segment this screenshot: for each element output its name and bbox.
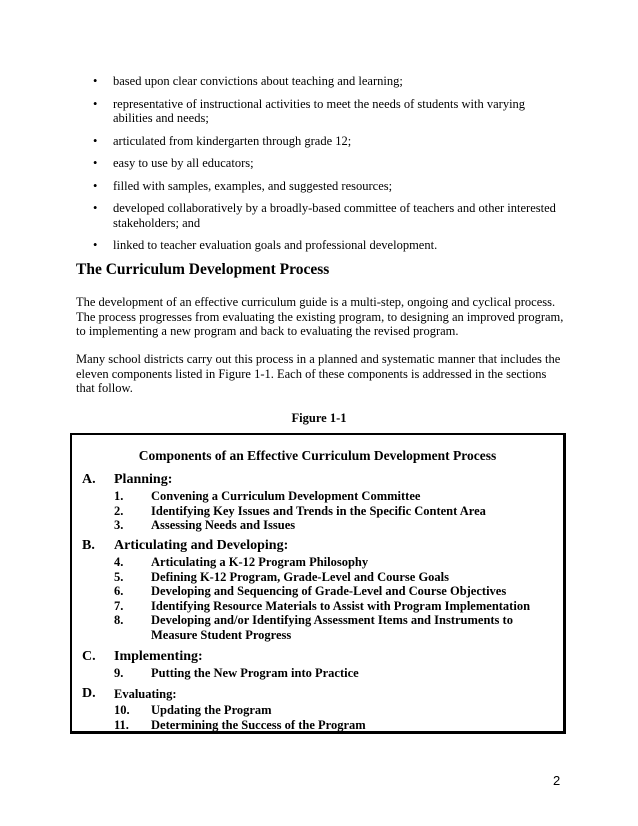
item-text: Defining K-12 Program, Grade-Level and Course Goals	[151, 569, 450, 584]
section-letter: B.	[82, 538, 95, 553]
list-item	[82, 504, 562, 519]
list-item	[82, 703, 562, 718]
item-text: Articulating a K-12 Program Philosophy	[151, 555, 369, 569]
bullet-text: articulated from kindergarten through grade 12;	[113, 133, 352, 148]
bullet-icon: •	[93, 238, 98, 252]
section-letter: D.	[82, 686, 96, 701]
paragraph-process: The development of an effective curriculum guide is a multi-step, ongoing and cyclical process. The process progresses from evaluating the existing program, to designing an improved program, to implementing a new program and back to evaluating the revised program.	[76, 295, 564, 338]
item-number: 4.	[114, 555, 124, 569]
bullet-item	[93, 238, 563, 253]
item-number: 8.	[114, 613, 124, 627]
bullet-text: filled with samples, examples, and suggested resources;	[113, 178, 393, 193]
list-item	[82, 613, 562, 642]
section-letter: C.	[82, 649, 96, 664]
item-text: Identifying Resource Materials to Assist with Program Implementation	[151, 598, 531, 613]
bullet-text: representative of instructional activities to meet the needs of students with varying abilities and needs;	[113, 96, 526, 125]
bullet-text: easy to use by all educators;	[113, 156, 254, 170]
figure-label: Figure 1-1	[291, 411, 347, 425]
list-item	[82, 570, 562, 585]
item-text: Developing and Sequencing of Grade-Level and Course Objectives	[151, 584, 507, 598]
section-name: Planning:	[114, 472, 173, 487]
bullet-icon: •	[93, 133, 98, 148]
item-text: Updating the Program	[151, 703, 272, 717]
item-text: Putting the New Program into Practice	[151, 666, 359, 680]
item-number: 10.	[114, 703, 130, 717]
item-text: Convening a Curriculum Development Committee	[151, 489, 421, 503]
list-item	[82, 718, 562, 733]
bullet-item	[93, 74, 563, 89]
bullet-item	[93, 134, 563, 149]
bullet-icon: •	[93, 178, 98, 193]
item-number: 11.	[114, 717, 129, 732]
figure-title: Components of an Effective Curriculum Development Process	[138, 448, 497, 463]
list-item	[82, 555, 562, 570]
bullet-item	[93, 97, 563, 126]
list-item	[82, 599, 562, 614]
bullet-item	[93, 201, 563, 230]
section-heading: The Curriculum Development Process	[76, 261, 330, 278]
list-item	[82, 584, 562, 599]
item-number: 7.	[114, 598, 124, 613]
bullet-text: linked to teacher evaluation goals and professional development.	[113, 238, 438, 252]
item-number: 5.	[114, 569, 124, 584]
item-number: 3.	[114, 518, 124, 532]
bullet-icon: •	[93, 96, 98, 111]
section-implementing	[82, 650, 562, 681]
bullet-text: developed collaboratively by a broadly-based committee of teachers and other interested stakeholders; and	[113, 201, 556, 230]
item-number: 6.	[114, 584, 124, 598]
item-number: 1.	[114, 489, 124, 503]
bullet-item	[93, 156, 563, 171]
bullet-icon: •	[93, 201, 98, 215]
bullet-item	[93, 179, 563, 194]
section-name: Evaluating:	[114, 687, 177, 701]
list-item	[82, 518, 562, 533]
item-text: Identifying Key Issues and Trends in the Specific Content Area	[151, 503, 486, 518]
section-evaluating	[82, 687, 562, 732]
section-name: Implementing:	[114, 649, 203, 664]
item-text: Determining the Success of the Program	[151, 717, 366, 732]
list-item	[82, 666, 562, 681]
item-number: 2.	[114, 503, 124, 518]
bullet-list	[93, 74, 563, 261]
section-planning	[82, 473, 562, 533]
bullet-text: based upon clear convictions about teaching and learning;	[113, 74, 403, 88]
paragraph-components: Many school districts carry out this process in a planned and systematic manner that includes the eleven components listed in Figure 1-1. Each of these components is addressed in the sections that follow.	[76, 352, 561, 395]
list-item	[82, 489, 562, 504]
section-letter: A.	[82, 472, 96, 487]
bullet-icon: •	[93, 156, 98, 170]
item-text: Assessing Needs and Issues	[151, 518, 296, 532]
section-name: Articulating and Developing:	[114, 538, 289, 553]
figure-box	[70, 433, 566, 734]
bullet-icon: •	[93, 74, 98, 88]
section-articulating	[82, 539, 562, 642]
item-number: 9.	[114, 666, 124, 680]
item-text: Developing and/or Identifying Assessment Items and Instruments to Measure Student Progress	[151, 613, 513, 642]
page-number: 2	[553, 773, 561, 788]
